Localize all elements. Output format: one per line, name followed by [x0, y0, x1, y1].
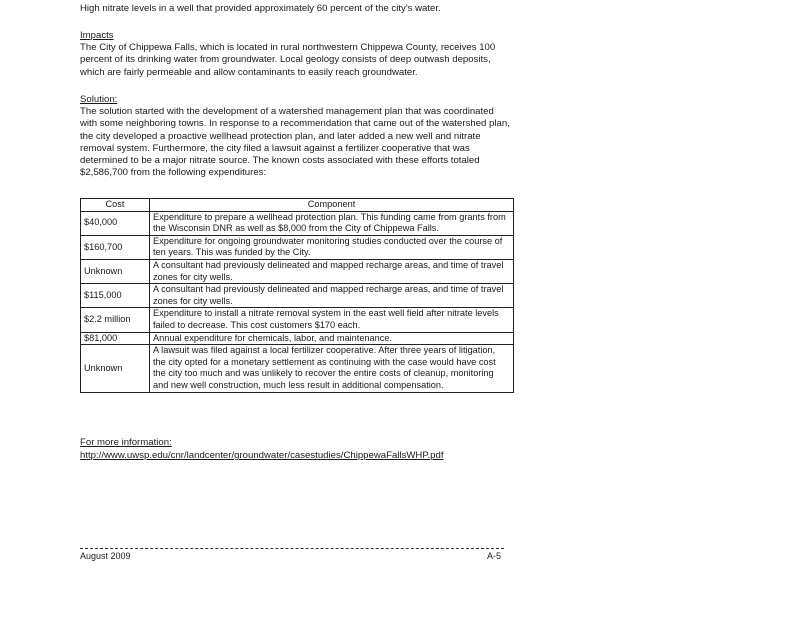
table-row [81, 284, 514, 308]
table-row [81, 211, 514, 235]
component-column-header: Component [150, 199, 514, 212]
cost-cell: $160,700 [81, 235, 150, 259]
solution-paragraph: The solution started with the development of a watershed management plan that was coordinated with some neighboring towns. In response to a recommendation that came out of the watershed plan, the city developed a proactive wellhead protection plan, and later added a new well and nitrate removal system. Furthermore, the city filed a lawsuit against a fertilizer cooperative that was determined to be a major nitrate source. The known costs associated with these efforts totaled $2,586,700 from the following expenditures: [80, 106, 510, 179]
cost-cell: $81,000 [81, 332, 150, 345]
component-cell: Expenditure to install a nitrate removal system in the east well field after nitrate levels failed to decrease. This cost customers $170 each. [150, 308, 514, 332]
impacts-heading: Impacts [80, 30, 114, 41]
component-cell: A lawsuit was filed against a local fertilizer cooperative. After three years of litigation, the city opted for a monetary settlement as continuing with the case would have cost the city too much and was unlikely to recover the entire costs of cleanup, monitoring and new well construction, much less result in additional compensation. [150, 345, 514, 392]
component-cell: Annual expenditure for chemicals, labor, and maintenance. [150, 332, 514, 345]
table-row [81, 332, 514, 345]
component-cell: A consultant had previously delineated and mapped recharge areas, and time of travel zones for city wells. [150, 259, 514, 283]
intro-text: High nitrate levels in a well that provided approximately 60 percent of the city's water. [80, 3, 441, 14]
cost-cell: Unknown [81, 259, 150, 283]
table-row [81, 345, 514, 392]
component-cell: Expenditure to prepare a wellhead protection plan. This funding came from grants from the Wisconsin DNR as well as $8,000 from the City of Chippewa Falls. [150, 211, 514, 235]
footer-date: August 2009 [80, 551, 131, 561]
more-info-heading: For more information: [80, 437, 172, 448]
impacts-paragraph: The City of Chippewa Falls, which is located in rural northwestern Chippewa County, receives 100 percent of its drinking water from groundwater. Local geology consists of deep outwash deposits, which are fairly permeable and allow contaminants to easily reach groundwater. [80, 42, 496, 78]
component-cell: A consultant had previously delineated and mapped recharge areas, and time of travel zones for city wells. [150, 284, 514, 308]
cost-column-header: Cost [81, 199, 150, 212]
cost-table [80, 198, 514, 393]
solution-heading: Solution: [80, 94, 118, 105]
page-number: A-5 [487, 551, 502, 561]
cost-cell: $40,000 [81, 211, 150, 235]
table-header-row [81, 199, 514, 212]
footer-divider [80, 548, 504, 549]
component-cell: Expenditure for ongoing groundwater monitoring studies conducted over the course of ten years. This was funded by the City. [150, 235, 514, 259]
cost-cell: $115,000 [81, 284, 150, 308]
table-row [81, 308, 514, 332]
cost-cell: $2.2 million [81, 308, 150, 332]
more-info-link[interactable]: http://www.uwsp.edu/cnr/landcenter/groundwater/casestudies/ChippewaFallsWHP.pdf [80, 450, 444, 461]
cost-cell: Unknown [81, 345, 150, 392]
table-row [81, 235, 514, 259]
table-row [81, 259, 514, 283]
